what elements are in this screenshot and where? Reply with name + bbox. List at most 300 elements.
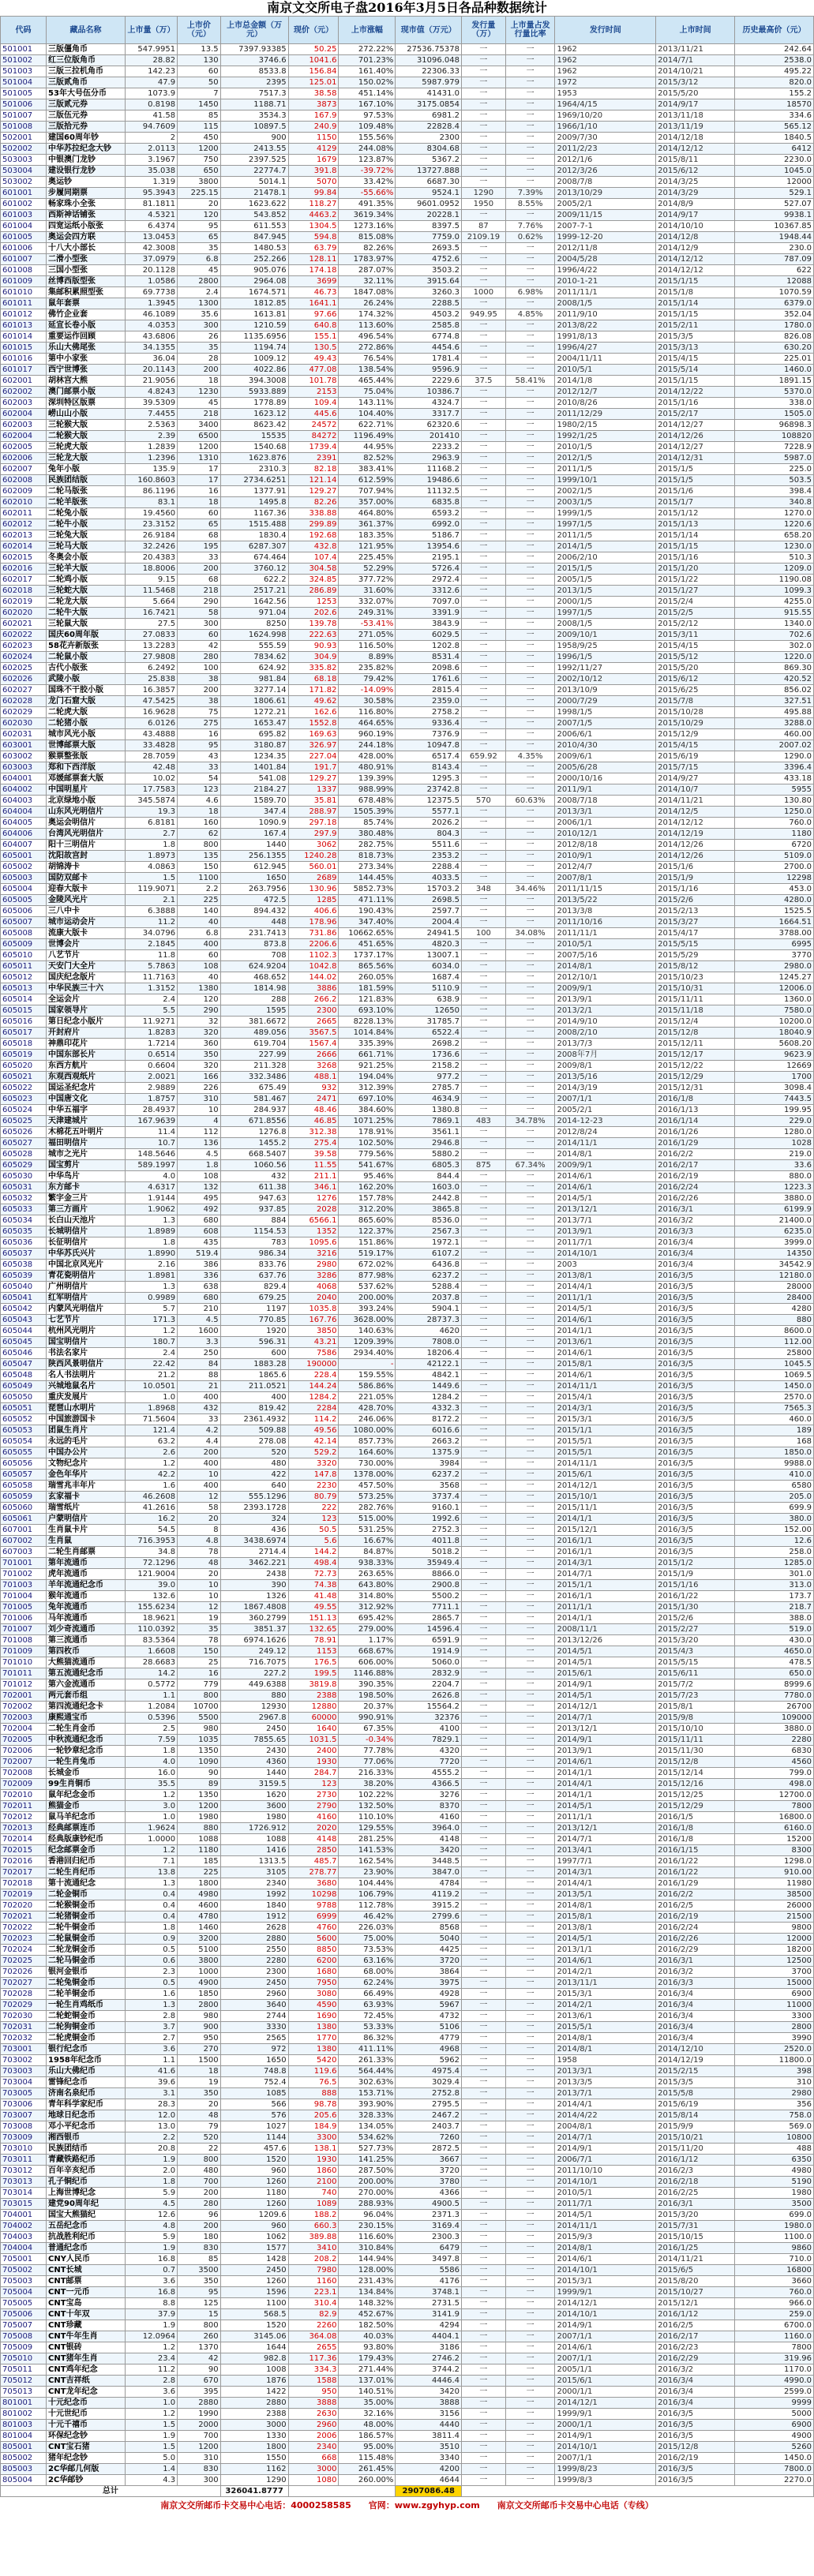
table-cell: 一	[505, 1668, 555, 1679]
table-row	[1, 729, 814, 740]
table-cell: CNT邮票	[47, 2276, 126, 2287]
table-cell: 一	[462, 1282, 506, 1293]
table-cell: 2014/7/1	[656, 55, 735, 66]
table-cell: 310.4	[288, 2298, 339, 2309]
table-cell: 一	[462, 2387, 506, 2398]
table-row	[1, 453, 814, 464]
table-cell: 394.3008	[220, 376, 288, 387]
table-cell: 3720	[396, 2166, 462, 2177]
table-cell: 2980	[735, 2088, 814, 2099]
table-cell: 1377.91	[220, 486, 288, 497]
table-cell: 702003	[1, 1713, 47, 1724]
table-cell: 一	[462, 1293, 506, 1304]
table-cell: 1146.88%	[339, 1668, 396, 1679]
table-cell: 一	[505, 740, 555, 751]
table-cell: 705008	[1, 2331, 47, 2342]
table-cell: 2230.0	[735, 155, 814, 166]
table-row	[1, 2121, 814, 2132]
table-cell: 1.8	[125, 1923, 177, 1934]
table-cell: 18206.4	[396, 1348, 462, 1359]
column-header: 上市量占发行量比率	[505, 17, 555, 44]
table-cell: 2371.3	[396, 2210, 462, 2221]
table-cell: 2689	[288, 873, 339, 884]
table-row	[1, 387, 814, 398]
table-cell: 144.24	[288, 1381, 339, 1392]
table-cell: 730.00%	[339, 1458, 396, 1470]
table-cell: 一	[462, 851, 506, 862]
table-cell: 0.6	[125, 1956, 177, 1967]
table-row	[1, 575, 814, 586]
table-cell: 二轮龙大版	[47, 597, 126, 608]
table-cell: 703003	[1, 2066, 47, 2077]
table-row	[1, 144, 814, 155]
table-cell: 4732	[396, 2011, 462, 2022]
table-cell: 464.65%	[339, 718, 396, 729]
total-cell: 2907086.48	[396, 2486, 462, 2497]
table-cell: 760.0	[735, 2287, 814, 2298]
table-cell: 一	[505, 1690, 555, 1702]
table-cell: 地球日纪念币	[47, 2110, 126, 2121]
table-cell: 16800	[735, 2265, 814, 2276]
table-cell: 3748.1	[396, 2287, 462, 2298]
table-row	[1, 541, 814, 552]
table-cell: 605059	[1, 1492, 47, 1503]
table-cell: 5586	[396, 2265, 462, 2276]
table-cell: 6835.8	[396, 497, 462, 508]
table-row	[1, 1989, 814, 2000]
table-cell: 2015/11/11	[656, 1735, 735, 1746]
table-cell: 一	[505, 575, 555, 586]
table-cell: 509.88	[220, 1425, 288, 1436]
table-row	[1, 1039, 814, 1050]
table-cell: 2014/11/1	[555, 1381, 656, 1392]
table-cell: 819.42	[220, 1403, 288, 1414]
table-cell: 2014/6/1	[555, 1956, 656, 1967]
table-cell: 263.7956	[220, 884, 288, 895]
table-cell: 11.7163	[125, 972, 177, 983]
table-cell: 386	[178, 1260, 221, 1271]
table-cell: 971.04	[220, 608, 288, 619]
table-row	[1, 55, 814, 66]
table-cell: 496.54%	[339, 331, 396, 343]
table-cell: 3746.6	[220, 55, 288, 66]
table-cell: 326.97	[288, 740, 339, 751]
table-cell: 259.0	[735, 2309, 814, 2320]
table-cell: 282.76%	[339, 1503, 396, 1514]
table-cell: 132	[178, 1182, 221, 1193]
table-cell: 一	[505, 1072, 555, 1083]
table-cell: 2016/3/5	[656, 1525, 735, 1536]
table-cell: 121.9004	[125, 1569, 177, 1580]
table-cell: 143.11%	[339, 398, 396, 409]
table-cell: 2015/5/12	[656, 652, 735, 663]
table-cell: 2013/7/1	[555, 2088, 656, 2099]
table-cell: 3640	[220, 2000, 288, 2011]
table-cell: 2003/1/5	[555, 497, 656, 508]
table-cell: 4119.2	[396, 1889, 462, 1900]
table-cell: 一	[462, 343, 506, 354]
table-cell: 12.0	[125, 2110, 177, 2121]
table-cell: 7869.1	[396, 1116, 462, 1127]
table-cell: 601010	[1, 287, 47, 298]
table-cell: 75	[178, 707, 221, 718]
table-cell: 28737.3	[396, 1315, 462, 1326]
table-cell: 102.22%	[339, 1790, 396, 1801]
table-cell: 经典版康钞纪币	[47, 1834, 126, 1845]
table-cell: 977.2	[396, 1072, 462, 1083]
table-cell: 1088	[220, 1834, 288, 1845]
table-cell: 2016/3/5	[656, 2431, 735, 2442]
table-cell: 4.5	[178, 1149, 221, 1160]
table-cell: 3851.37	[220, 1624, 288, 1635]
table-cell: 一	[505, 1315, 555, 1326]
table-cell: 20	[178, 1514, 221, 1525]
table-cell: 1.8	[125, 1237, 177, 1249]
table-cell: 三版伍元券	[47, 110, 126, 122]
table-cell: 273.34%	[339, 862, 396, 873]
table-cell: 2014/7/1	[555, 2132, 656, 2144]
table-row	[1, 409, 814, 420]
table-cell: 邓小平纪念币	[47, 2121, 126, 2132]
table-cell: 2015/5/1	[555, 1447, 656, 1458]
table-cell: 16	[178, 486, 221, 497]
table-cell: 一	[462, 1094, 506, 1105]
table-cell: 1850	[178, 1989, 221, 2000]
table-cell: 2014/5/1	[555, 1193, 656, 1204]
table-row	[1, 320, 814, 331]
table-cell: 702013	[1, 1823, 47, 1834]
table-cell: 18	[178, 497, 221, 508]
table-cell: 一	[462, 1713, 506, 1724]
table-cell: 一	[462, 1271, 506, 1282]
table-cell: 35.81	[288, 796, 339, 807]
table-cell: 116.50%	[339, 641, 396, 652]
table-cell: 270	[178, 2044, 221, 2055]
table-cell: 272.22%	[339, 44, 396, 55]
table-cell: 5.0	[125, 2453, 177, 2464]
table-cell: 1.9	[125, 2431, 177, 2442]
table-cell: 一	[462, 88, 506, 99]
table-cell: 中华苏氏兴片	[47, 1249, 126, 1260]
table-row	[1, 2420, 814, 2431]
table-cell: 1674.571	[220, 287, 288, 298]
table-cell: 2014/1/1	[555, 1613, 656, 1624]
table-cell: 2015/12/17	[656, 1050, 735, 1061]
table-cell: 4.0	[125, 1757, 177, 1768]
table-cell: 1999/8/3	[555, 2475, 656, 2486]
table-cell: 2015/12/8	[656, 1028, 735, 1039]
table-cell: 110.0392	[125, 1624, 177, 1635]
table-cell: 24572	[288, 420, 339, 431]
table-cell: 一	[505, 2453, 555, 2464]
table-cell: 2016/1/12	[656, 2155, 735, 2166]
table-cell: 151.86%	[339, 1237, 396, 1249]
table-cell: 1.5	[125, 2420, 177, 2431]
table-cell: 12006.0	[735, 983, 814, 994]
table-cell: 1.9	[125, 2320, 177, 2331]
table-cell: 3619.34%	[339, 210, 396, 221]
table-cell: 2014/6/1	[555, 1348, 656, 1359]
table-cell: 2014/2/1	[555, 1967, 656, 1978]
table-cell: 136	[178, 1138, 221, 1149]
table-cell: 27536.75378	[396, 44, 462, 55]
table-cell: 1847.08%	[339, 287, 396, 298]
table-cell: 900	[220, 133, 288, 144]
table-cell: 27.5	[125, 619, 177, 630]
table-cell: 2016/3/4	[656, 2000, 735, 2011]
table-row	[1, 1967, 814, 1978]
table-cell: 2388	[288, 1690, 339, 1702]
table-cell: 873.8	[220, 939, 288, 950]
table-cell: 一	[505, 2121, 555, 2132]
table-cell: 10298	[288, 1889, 339, 1900]
table-cell: 90	[178, 1768, 221, 1779]
table-cell: 2015/12/14	[656, 1768, 735, 1779]
table-cell: 金色年华片	[47, 1470, 126, 1481]
table-cell: 135.9	[125, 464, 177, 475]
table-cell: 28400	[735, 1293, 814, 1304]
table-cell: 一	[505, 1359, 555, 1370]
table-cell: 50.5	[288, 1525, 339, 1536]
column-header: 藏品名称	[47, 17, 126, 44]
table-row	[1, 331, 814, 343]
table-cell: 520	[178, 2132, 221, 2144]
table-cell: 10	[178, 1105, 221, 1116]
table-cell: 830	[178, 2243, 221, 2254]
table-cell: 一	[505, 343, 555, 354]
table-cell: 2795.5	[396, 2099, 462, 2110]
table-cell: 一	[505, 2132, 555, 2144]
table-row	[1, 2442, 814, 2453]
table-cell: 一	[462, 1867, 506, 1878]
table-row	[1, 1271, 814, 1282]
table-cell: 1930	[288, 1757, 339, 1768]
table-row	[1, 2210, 814, 2221]
table-cell: 2000	[178, 2420, 221, 2431]
table-cell: 2007/1/5	[555, 718, 656, 729]
table-cell: 5260	[735, 2442, 814, 2453]
table-row	[1, 1061, 814, 1072]
table-cell: 400	[178, 1392, 221, 1403]
table-cell: 一	[505, 122, 555, 133]
table-cell: 147.8	[288, 1470, 339, 1481]
table-cell: 2013/9/1	[555, 1746, 656, 1757]
table-cell: 605002	[1, 862, 47, 873]
table-cell: 11000	[735, 2000, 814, 2011]
table-cell: 605043	[1, 1315, 47, 1326]
table-cell: 880	[178, 1823, 221, 1834]
table-cell: 42122.1	[396, 1359, 462, 1370]
table-cell: 39.5309	[125, 398, 177, 409]
table-cell: 一	[505, 2287, 555, 2298]
table-cell: 541.08	[220, 773, 288, 784]
table-cell: 988.99%	[339, 784, 396, 796]
table-cell: 670	[178, 2376, 221, 2387]
table-cell: 453.0	[735, 884, 814, 895]
table-cell: 4.4	[178, 1436, 221, 1447]
table-cell: 一	[505, 2099, 555, 2110]
table-cell: 一	[505, 1414, 555, 1425]
table-cell: 一	[505, 2409, 555, 2420]
table-cell: 32.2426	[125, 541, 177, 552]
table-cell: 一	[462, 961, 506, 972]
table-row	[1, 586, 814, 597]
table-cell: 2007/1/1	[555, 2453, 656, 2464]
table-cell: 1650	[220, 873, 288, 884]
table-cell: 2013/1/5	[555, 586, 656, 597]
table-cell: 1.8283	[125, 1028, 177, 1039]
table-row	[1, 2199, 814, 2210]
table-cell: 一	[462, 1735, 506, 1746]
table-cell: 2011/9/1	[555, 784, 656, 796]
table-cell: 1000	[462, 287, 506, 298]
table-cell: 一	[505, 1624, 555, 1635]
table-cell: 148.32%	[339, 2298, 396, 2309]
table-cell: 城市之光片	[47, 1149, 126, 1160]
table-cell: 5014.1	[220, 177, 288, 188]
table-cell: 1500	[178, 2055, 221, 2066]
table-cell: 2007/1/1	[555, 2331, 656, 2342]
table-cell: 2014/3/1	[555, 1867, 656, 1878]
table-row	[1, 177, 814, 188]
table-cell: 2013/6/1	[555, 2011, 656, 2022]
table-cell: 1234.35	[220, 751, 288, 762]
table-cell: 2014/11/1	[555, 1138, 656, 1149]
table-cell: 2016/3/5	[656, 1381, 735, 1392]
table-cell: 1284.2	[396, 1392, 462, 1403]
table-row	[1, 1017, 814, 1028]
table-cell: 一	[505, 1094, 555, 1105]
table-cell: 502002	[1, 144, 47, 155]
table-cell: 5726.4	[396, 564, 462, 575]
table-cell: 49.62	[288, 696, 339, 707]
table-cell: 一	[462, 718, 506, 729]
table-cell: 一	[505, 2155, 555, 2166]
table-cell: 4990.0	[735, 2376, 814, 2387]
table-cell: 20.8	[125, 2144, 177, 2155]
table-cell: 200.00%	[339, 1293, 396, 1304]
table-cell: 246.06%	[339, 1414, 396, 1425]
table-cell: 21.2	[125, 1370, 177, 1381]
column-header: 发行量（万）	[462, 17, 506, 44]
table-cell: 2014/6/1	[555, 1757, 656, 1768]
table-cell: 2229.6	[396, 376, 462, 387]
table-cell: 637.76	[220, 1271, 288, 1282]
table-cell: 77.06%	[339, 1757, 396, 1768]
table-cell: 10947.8	[396, 740, 462, 751]
table-cell: 347.4	[220, 807, 288, 818]
table-cell: 7720	[396, 1757, 462, 1768]
table-cell: 12.6	[735, 1536, 814, 1547]
table-cell: 4360	[220, 1757, 288, 1768]
table-cell: 42.2	[125, 1470, 177, 1481]
table-cell: 15703.2	[396, 884, 462, 895]
table-cell: 180.7	[125, 1337, 177, 1348]
table-cell: 148.5646	[125, 1149, 177, 1160]
table-cell: 2016/3/5	[656, 2464, 735, 2475]
table-cell: 1962	[555, 44, 656, 55]
table-cell: 4.5	[125, 2199, 177, 2210]
table-cell: 国宝剪片	[47, 1160, 126, 1171]
table-cell: 702024	[1, 1945, 47, 1956]
table-cell: 一	[505, 1790, 555, 1801]
table-cell: 78	[178, 1547, 221, 1558]
table-cell: 2015/2/11	[656, 320, 735, 331]
table-cell: 1980/2/15	[555, 420, 656, 431]
table-cell: 702012	[1, 1812, 47, 1823]
table-cell: 1401.84	[220, 762, 288, 773]
table-cell: 3216	[288, 1249, 339, 1260]
table-cell: 十元千禧币	[47, 2420, 126, 2431]
table-cell: 1589.70	[220, 796, 288, 807]
table-cell: 2013/3/5	[555, 2077, 656, 2088]
table-cell: 2011/1/1	[555, 1293, 656, 1304]
table-cell: 6995	[735, 939, 814, 950]
table-cell: 1450.0	[735, 2453, 814, 2464]
table-cell: 1245.27	[735, 972, 814, 983]
table-cell: 一	[505, 475, 555, 486]
table-row	[1, 950, 814, 961]
table-cell: 20	[178, 2099, 221, 2110]
table-cell: 6992.0	[396, 519, 462, 530]
table-cell: 奥运会四方联	[47, 232, 126, 243]
table-cell: 260.00%	[339, 2475, 396, 2486]
table-cell: 长城明信片	[47, 1226, 126, 1237]
table-cell: 65	[178, 519, 221, 530]
table-cell: 2752.8	[396, 2088, 462, 2099]
table-cell: 287.07%	[339, 265, 396, 276]
table-cell: 2014/8/1	[555, 2044, 656, 2055]
table-cell: 2946.8	[396, 1138, 462, 1149]
table-cell: 1360.0	[735, 994, 814, 1005]
table-cell: 中华民族三十六	[47, 983, 126, 994]
table-cell: 2013/8/1	[555, 1271, 656, 1282]
table-cell: 4900	[735, 2431, 814, 2442]
table-cell: 一	[505, 807, 555, 818]
table-cell: 108820	[735, 431, 814, 442]
table-cell: 602017	[1, 575, 47, 586]
table-cell: 164.60%	[339, 1447, 396, 1458]
table-cell: 604007	[1, 840, 47, 851]
table-cell: 两元套币组	[47, 1690, 126, 1702]
table-cell: 41.48	[288, 1591, 339, 1602]
table-cell: 89	[178, 1779, 221, 1790]
table-cell: 1953	[555, 88, 656, 99]
table-cell: 2963.9	[396, 453, 462, 464]
table-cell: 建党90周年纪	[47, 2199, 126, 2210]
table-cell: 905.076	[220, 265, 288, 276]
table-cell: 611.38	[220, 1182, 288, 1193]
table-cell: 中华鸟片	[47, 1171, 126, 1182]
table-cell: 乐山大佛尾张	[47, 343, 126, 354]
table-cell: 650	[178, 166, 221, 177]
table-cell: 一	[462, 1823, 506, 1834]
table-cell: 6.4374	[125, 221, 177, 232]
table-cell: 668.5407	[220, 1149, 288, 1160]
table-cell: 一	[505, 2298, 555, 2309]
table-cell: 76.54%	[339, 354, 396, 365]
table-cell: 48.00%	[339, 2420, 396, 2431]
table-cell: 18	[178, 807, 221, 818]
table-cell: 一	[505, 762, 555, 773]
table-cell: 605060	[1, 1503, 47, 1514]
table-cell: 2014/8/1	[555, 1900, 656, 1911]
table-cell: 1253	[288, 597, 339, 608]
table-cell: 53.33%	[339, 2022, 396, 2033]
table-cell: 4366.5	[396, 1779, 462, 1790]
table-cell: 2016/3/3	[656, 1226, 735, 1237]
table-cell: 5600	[288, 1934, 339, 1945]
